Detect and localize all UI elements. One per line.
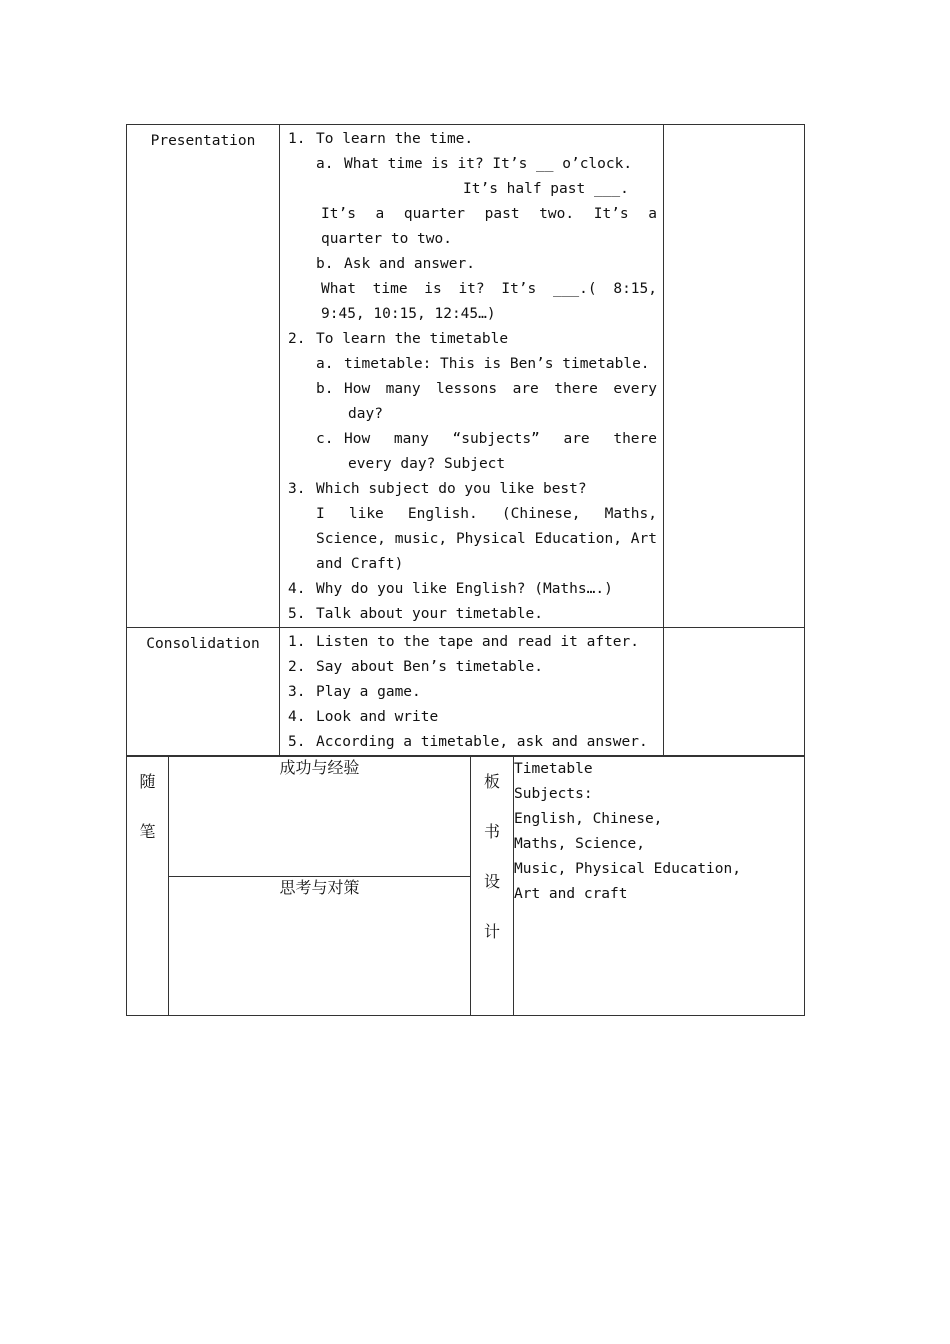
- list-item: 4. Look and write: [288, 709, 439, 725]
- list-item: 2. To learn the timetable: [288, 331, 509, 347]
- list-item: every day? Subject: [348, 456, 506, 472]
- success-heading: 成功与经验: [169, 757, 471, 877]
- consolidation-notes-cell: [664, 628, 805, 756]
- list-item: What time is it? It’s ___.( 8:15,: [321, 281, 657, 297]
- presentation-notes-cell: [664, 125, 805, 628]
- list-item: 3. Which subject do you like best?: [288, 481, 587, 497]
- reflection-heading: 思考与对策: [169, 877, 471, 1016]
- lesson-plan-document: [126, 124, 804, 1016]
- list-item: b. How many lessons are there every: [316, 381, 657, 397]
- list-item: a. What time is it? It’s __ o’clock.: [316, 156, 633, 172]
- lesson-steps-table: [126, 124, 805, 756]
- board-design-content: [514, 757, 805, 1016]
- list-item: 3. Play a game.: [288, 684, 421, 700]
- list-item: b. Ask and answer.: [316, 256, 475, 272]
- board-line: Timetable: [514, 761, 593, 777]
- notes-table: [126, 756, 805, 1016]
- list-item: c. How many “subjects” are there: [316, 431, 657, 447]
- board-line: English, Chinese,: [514, 811, 663, 827]
- board-line: Music, Physical Education,: [514, 861, 741, 877]
- consolidation-label: Consolidation: [127, 628, 280, 756]
- list-item: 2. Say about Ben’s timetable.: [288, 659, 543, 675]
- board-line: Art and craft: [514, 886, 628, 902]
- list-item: 9:45, 10:15, 12:45…): [321, 306, 496, 322]
- presentation-label: Presentation: [127, 125, 280, 628]
- board-line: Maths, Science,: [514, 836, 645, 852]
- presentation-row: [127, 125, 805, 628]
- list-item: 5. Talk about your timetable.: [288, 606, 543, 622]
- list-item: a. timetable: This is Ben’s timetable.: [316, 356, 650, 372]
- consolidation-row: [127, 628, 805, 756]
- list-item: 1. Listen to the tape and read it after.: [288, 634, 640, 650]
- consolidation-content: [280, 628, 664, 756]
- list-item: 4. Why do you like English? (Maths….): [288, 581, 613, 597]
- notes-side-label: 随 笔: [127, 757, 169, 1016]
- list-item: It’s half past ___.: [463, 181, 629, 197]
- list-item: Science, music, Physical Education, Art: [316, 531, 657, 547]
- notes-row-top: [127, 757, 805, 877]
- list-item: I like English. (Chinese, Maths,: [316, 506, 657, 522]
- list-item: 5. According a timetable, ask and answer.: [288, 734, 648, 750]
- list-item: quarter to two.: [321, 231, 452, 247]
- list-item: and Craft): [316, 556, 404, 572]
- board-line: Subjects:: [514, 786, 593, 802]
- board-design-label: 板 书 设 计: [471, 757, 514, 1016]
- list-item: 1. To learn the time.: [288, 131, 474, 147]
- list-item: It’s a quarter past two. It’s a: [321, 206, 657, 222]
- list-item: day?: [348, 406, 383, 422]
- presentation-content: [280, 125, 664, 628]
